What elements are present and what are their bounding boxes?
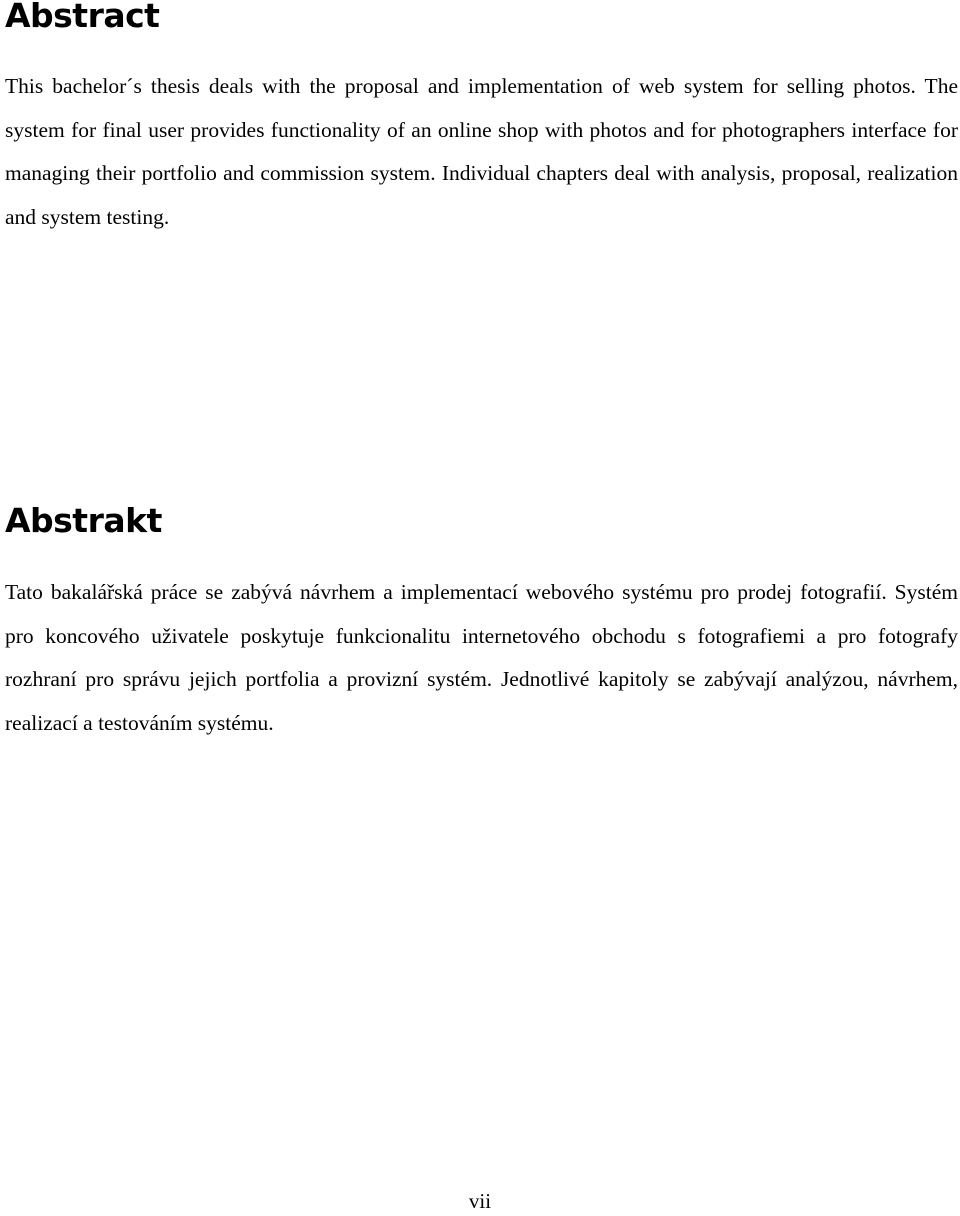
abstrakt-paragraph: Tato bakalářská práce se zabývá návrhem a implementací webového systému pro prodej fotografií. Systém pro koncového uživatele poskytuje funkcionalitu internetového obchodu s fotografiemi a pro fotografy rozhraní pro správu jejich portfolia a provizní systém. Jednotlivé kapitoly se zabývají analýzou, návrhem, realizací a testováním systému. <box>5 580 958 736</box>
abstrakt-heading: Abstrakt <box>5 501 162 540</box>
page-number: vii <box>468 1189 492 1213</box>
abstract-paragraph: This bachelor´s thesis deals with the proposal and implementation of web system for selling photos. The system for final user provides functionality of an online shop with photos and for photographers interface for managing their portfolio and commission system. Individual chapters deal with analysis, proposal, realization and system testing. <box>5 74 958 230</box>
abstract-heading: Abstract <box>5 0 160 35</box>
